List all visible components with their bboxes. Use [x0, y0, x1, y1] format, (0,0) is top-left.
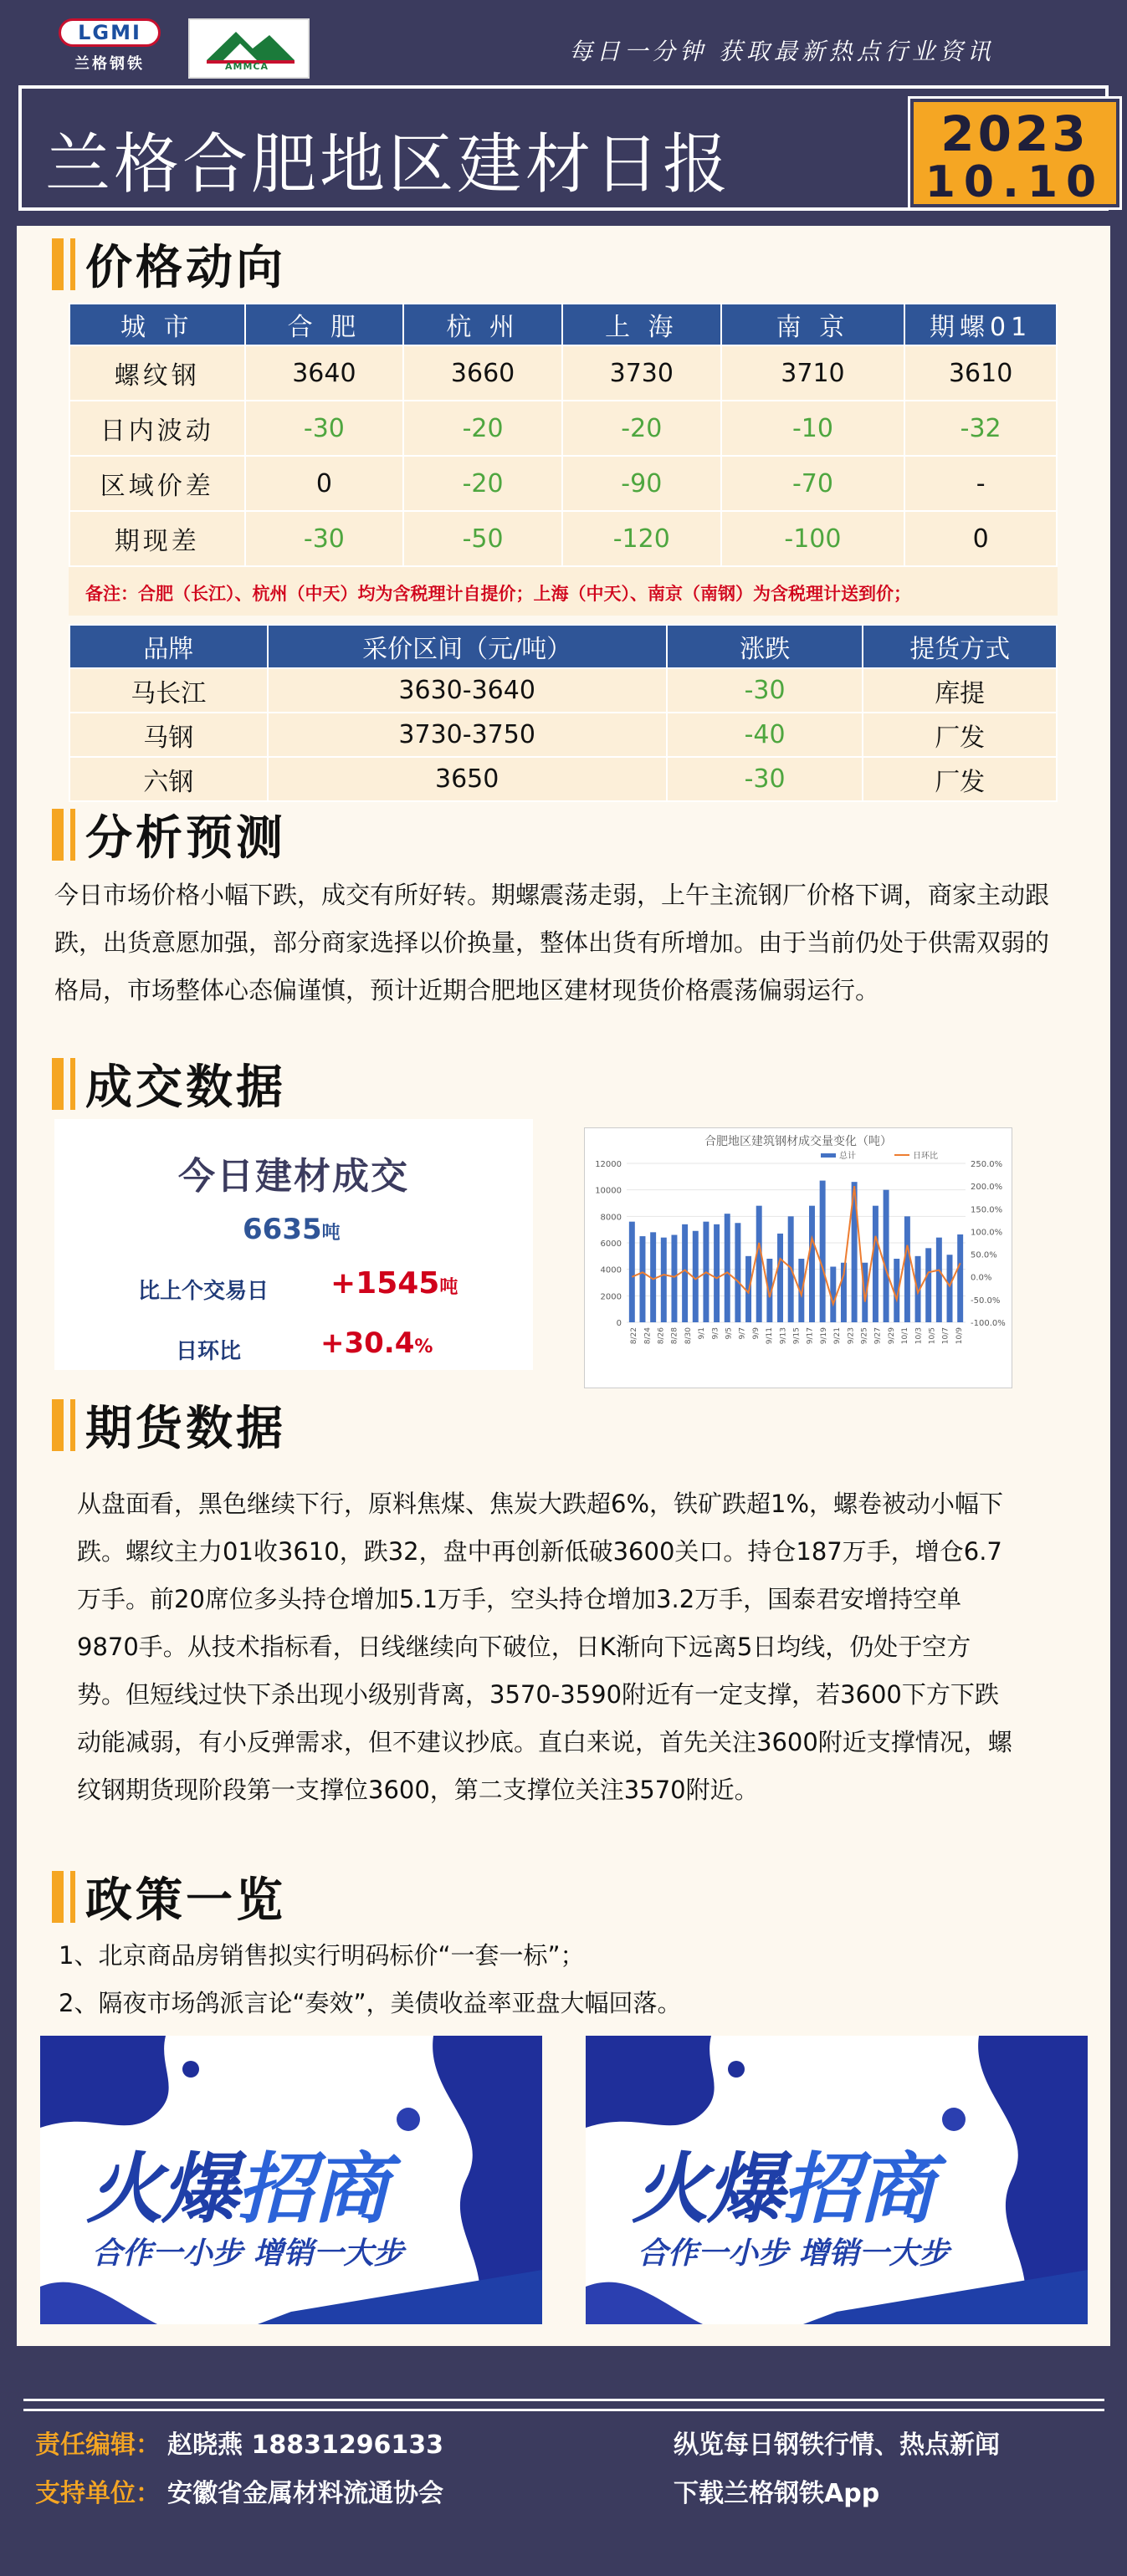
table-cell: -30	[667, 757, 863, 801]
ad-title-a: 火爆	[632, 2144, 783, 2234]
row-label: 区域价差	[69, 456, 245, 511]
column-header: 城 市	[69, 304, 245, 345]
column-header: 上 海	[562, 304, 721, 345]
ad-title-b: 招商	[237, 2144, 388, 2234]
x-tick-label: 9/17	[806, 1327, 815, 1345]
table-cell: -50	[403, 511, 562, 566]
ad-banner[interactable]	[40, 2036, 542, 2324]
y-tick-right: -100.0%	[971, 1319, 1006, 1328]
x-tick-label: 10/1	[901, 1327, 910, 1345]
chart-bar	[873, 1206, 879, 1322]
ad-banner[interactable]	[586, 2036, 1088, 2324]
y-tick-right: -50.0%	[971, 1296, 1001, 1306]
y-tick-right: 50.0%	[971, 1250, 997, 1260]
section-title: 政策一览	[85, 1873, 286, 1928]
table-cell: 马钢	[69, 713, 268, 757]
legend-label-total: 总计	[839, 1152, 856, 1161]
report-title: 兰格合肥地区建材日报	[45, 127, 732, 202]
lgmi-logo-mark: LGMI	[59, 18, 161, 47]
table-cell: 厂发	[863, 713, 1057, 757]
chart-bar	[735, 1223, 740, 1322]
table-cell: -32	[904, 401, 1057, 456]
x-tick-label: 9/29	[887, 1327, 896, 1345]
x-tick-label: 9/7	[738, 1327, 747, 1340]
analysis-text: 今日市场价格小幅下跌，成交有所好转。期螺震荡走弱，上午主流钢厂价格下调，商家主动跟跌，出货意愿加强，部分商家选择以价换量，整体出货有所增加。由于当前仍处于供需双弱的格局，市场整体心态偏谨慎，预计近期合肥地区建材现货价格震荡偏弱运行。	[54, 881, 1050, 1004]
editor-label: 责任编辑：	[35, 2430, 161, 2460]
column-header: 涨跌	[667, 625, 863, 668]
editor-value: 赵晓燕 18831296133	[167, 2430, 444, 2460]
table-cell: -40	[667, 713, 863, 757]
policy-item: 2、隔夜市场鸽派言论“奏效”，美债收益率亚盘大幅回落。	[59, 1989, 682, 2017]
chart-bar	[629, 1222, 635, 1322]
deal-compare-unit: 吨	[439, 1277, 458, 1298]
table-row	[69, 345, 1057, 401]
table-cell: -70	[721, 456, 905, 511]
column-header: 提货方式	[863, 625, 1057, 668]
section-marker	[70, 1871, 75, 1923]
table-cell: -20	[403, 401, 562, 456]
deal-ratio	[320, 1326, 433, 1360]
legend-label-ratio: 日环比	[913, 1152, 938, 1161]
deal-volume-value: 6635	[243, 1213, 322, 1246]
deal-title: 今日建材成交	[178, 1155, 409, 1198]
y-tick-left: 0	[616, 1319, 622, 1328]
policy-item: 1、北京商品房销售拟实行明码标价“一套一标”；	[59, 1941, 585, 1970]
chart-bar	[661, 1238, 667, 1322]
y-tick-right: 200.0%	[971, 1183, 1003, 1193]
price-table-header	[69, 304, 1057, 345]
chart-bar	[957, 1234, 963, 1322]
deal-ratio-value: +30.4	[320, 1326, 415, 1360]
chart-bar	[682, 1224, 688, 1322]
chart-bar	[936, 1238, 942, 1322]
report-content	[17, 226, 1110, 2346]
table-cell: 库提	[863, 668, 1057, 713]
ad-title	[632, 2128, 933, 2238]
x-tick-label: 9/15	[792, 1327, 802, 1345]
deal-compare-label: 比上个交易日	[138, 1279, 269, 1304]
y-tick-right: 250.0%	[971, 1160, 1003, 1169]
table-cell: -30	[245, 401, 404, 456]
price-table	[69, 303, 1058, 567]
y-tick-left: 6000	[600, 1239, 622, 1249]
section-marker	[52, 1871, 64, 1923]
table-cell: 3630-3640	[268, 668, 667, 713]
header-top	[0, 0, 1127, 84]
ammca-logo	[188, 18, 310, 79]
table-row	[69, 511, 1057, 566]
x-tick-label: 9/11	[766, 1327, 775, 1345]
table-cell: 3640	[245, 345, 404, 401]
section-deal-heading	[52, 1054, 286, 1114]
chart-bar	[947, 1255, 953, 1322]
deal-volume	[243, 1213, 341, 1246]
header-slogan: 每日一分钟 获取最新热点行业资讯	[569, 38, 995, 65]
date-badge	[910, 99, 1119, 207]
table-cell: 0	[904, 511, 1057, 566]
date-month-day: 10.10	[925, 157, 1105, 207]
section-marker	[70, 809, 75, 861]
section-policy-heading	[52, 1867, 286, 1927]
deal-ratio-label: 日环比	[176, 1339, 242, 1364]
y-tick-left: 4000	[600, 1265, 622, 1275]
table-cell: 3610	[904, 345, 1057, 401]
x-tick-label: 9/5	[725, 1327, 734, 1340]
row-label: 日内波动	[69, 401, 245, 456]
x-tick-label: 9/3	[711, 1327, 720, 1340]
lgmi-logo-text: 兰格钢铁	[74, 55, 145, 73]
chart-bar	[725, 1214, 730, 1322]
x-tick-label: 9/13	[779, 1327, 788, 1345]
table-cell: 六钢	[69, 757, 268, 801]
ad-subtitle: 合作一小步 增销一大步	[92, 2236, 404, 2271]
section-analysis-heading	[52, 805, 286, 865]
volume-chart	[584, 1127, 1012, 1388]
ratio-line	[632, 1186, 960, 1304]
x-tick-label: 9/19	[819, 1327, 828, 1345]
section-marker	[52, 238, 64, 290]
section-marker	[70, 1058, 75, 1110]
table-cell: -90	[562, 456, 721, 511]
y-tick-left: 12000	[595, 1160, 622, 1169]
x-tick-label: 9/23	[847, 1327, 856, 1345]
section-marker	[52, 1058, 64, 1110]
section-marker	[70, 1399, 75, 1451]
chart-bar	[671, 1235, 677, 1323]
ammca-logo-text: AMMCA	[225, 61, 269, 72]
chart-bar	[809, 1206, 815, 1322]
section-title: 分析预测	[85, 811, 286, 866]
column-header: 杭 州	[403, 304, 562, 345]
ad-subtitle: 合作一小步 增销一大步	[638, 2236, 950, 2271]
brand-table	[69, 624, 1058, 802]
x-tick-label: 8/30	[684, 1327, 693, 1345]
y-tick-left: 10000	[595, 1186, 622, 1196]
table-cell: 3730-3750	[268, 713, 667, 757]
table-cell: -30	[245, 511, 404, 566]
chart-bar	[777, 1234, 783, 1322]
column-header: 期螺01	[904, 304, 1057, 345]
section-price-heading	[52, 234, 286, 294]
chart-bar	[640, 1236, 646, 1322]
footer-divider	[23, 2409, 1104, 2411]
y-tick-right: 150.0%	[971, 1205, 1003, 1215]
x-tick-label: 8/22	[630, 1327, 639, 1345]
table-cell: 3710	[721, 345, 905, 401]
x-tick-label: 9/27	[873, 1327, 883, 1345]
futures-text: 从盘面看，黑色继续下行，原料焦煤、焦炭大跌超6%，铁矿跌超1%，螺卷被动小幅下跌。螺纹主力01收3610，跌32，盘中再创新低破3600关口。持仓187万手，增仓6.7万手。前20席位多头持仓增加5.1万手，空头持仓增加3.2万手，国泰君安增持空单9870手。从技术指标看，日线继续向下破位，日K渐向下远离5日均线，仍处于空方势。但短线过快下杀出现小级别背离，3570-3590附近有一定支撑，若3600下方下跌动能减弱，有小反弹需求，但不建议抄底。直白来说，首先关注3600附近支撑情况，螺纹钢期货现阶段第一支撑位3600，第二支撑位关注3570附近。	[77, 1490, 1012, 1804]
y-tick-left: 2000	[600, 1292, 622, 1302]
section-title: 期货数据	[85, 1402, 286, 1456]
table-cell: 马长江	[69, 668, 268, 713]
footer-divider	[23, 2399, 1104, 2401]
deal-summary	[54, 1119, 533, 1370]
table-cell: 3660	[403, 345, 562, 401]
footer-app-link[interactable]: 下载兰格钢铁App	[674, 2479, 880, 2508]
chart-bar	[714, 1224, 720, 1322]
x-tick-label: 8/28	[670, 1327, 679, 1345]
brand-table-header	[69, 625, 1057, 668]
table-cell: 厂发	[863, 757, 1057, 801]
support-label: 支持单位：	[35, 2479, 161, 2508]
y-tick-right: 100.0%	[971, 1228, 1003, 1238]
ad-title-a: 火爆	[86, 2144, 238, 2234]
column-header: 南 京	[721, 304, 905, 345]
y-tick-left: 8000	[600, 1213, 622, 1223]
deal-ratio-unit: %	[414, 1337, 433, 1357]
section-futures-heading	[52, 1395, 286, 1455]
x-tick-label: 10/5	[928, 1327, 937, 1345]
y-tick-right: 0.0%	[971, 1273, 992, 1283]
table-cell: -10	[721, 401, 905, 456]
row-label: 螺纹钢	[69, 345, 245, 401]
table-cell: -20	[562, 401, 721, 456]
x-tick-label: 9/25	[860, 1327, 869, 1345]
row-label: 期现差	[69, 511, 245, 566]
table-row	[69, 668, 1057, 713]
table-cell: -30	[667, 668, 863, 713]
ad-title	[86, 2128, 387, 2238]
section-marker	[52, 1399, 64, 1451]
table-cell: -120	[562, 511, 721, 566]
footer-promo-text: 纵览每日钢铁行情、热点新闻	[674, 2430, 1000, 2460]
table-cell: 3730	[562, 345, 721, 401]
table-cell: -100	[721, 511, 905, 566]
date-year: 2023	[940, 105, 1089, 162]
x-tick-label: 9/9	[751, 1327, 761, 1340]
x-tick-label: 10/3	[914, 1327, 924, 1345]
x-tick-label: 8/26	[657, 1327, 666, 1345]
x-tick-label: 9/1	[698, 1327, 707, 1340]
deal-compare-value: +1545	[330, 1266, 440, 1301]
chart-title: 合肥地区建筑钢材成交量变化（吨）	[704, 1135, 892, 1148]
column-header: 合 肥	[245, 304, 404, 345]
title-bar	[18, 85, 1109, 211]
x-tick-label: 10/9	[955, 1327, 964, 1345]
table-cell: -20	[403, 456, 562, 511]
price-note: 备注：合肥（长江）、杭州（中天）均为含税理计自提价；上海（中天）、南京（南钢）为含税理计送到价；	[69, 567, 1058, 616]
x-tick-label: 8/24	[643, 1327, 653, 1345]
footer	[0, 2392, 1127, 2576]
table-cell: -	[904, 456, 1057, 511]
table-cell: 3650	[268, 757, 667, 801]
table-row	[69, 757, 1057, 801]
table-row	[69, 713, 1057, 757]
deal-compare	[330, 1266, 458, 1301]
chart-bar	[756, 1206, 762, 1322]
ad-title-b: 招商	[782, 2144, 934, 2234]
x-tick-label: 9/21	[833, 1327, 843, 1345]
deal-volume-unit: 吨	[321, 1223, 341, 1244]
chart-bar	[884, 1190, 889, 1322]
chart-bar	[820, 1181, 826, 1322]
table-cell: 0	[245, 456, 404, 511]
section-title: 价格动向	[85, 241, 286, 295]
chart-bar	[925, 1248, 931, 1322]
volume-chart-svg	[585, 1128, 1012, 1388]
column-header: 品牌	[69, 625, 268, 668]
x-tick-label: 10/7	[941, 1327, 950, 1345]
column-header: 采价区间（元/吨）	[268, 625, 667, 668]
table-row	[69, 401, 1057, 456]
chart-bar	[904, 1216, 910, 1322]
section-marker	[52, 809, 64, 861]
legend-swatch-total	[821, 1153, 836, 1158]
lgmi-logo	[55, 18, 164, 77]
section-marker	[70, 238, 75, 290]
support-value: 安徽省金属材料流通协会	[167, 2479, 443, 2508]
section-title: 成交数据	[85, 1061, 286, 1115]
table-row	[69, 456, 1057, 511]
